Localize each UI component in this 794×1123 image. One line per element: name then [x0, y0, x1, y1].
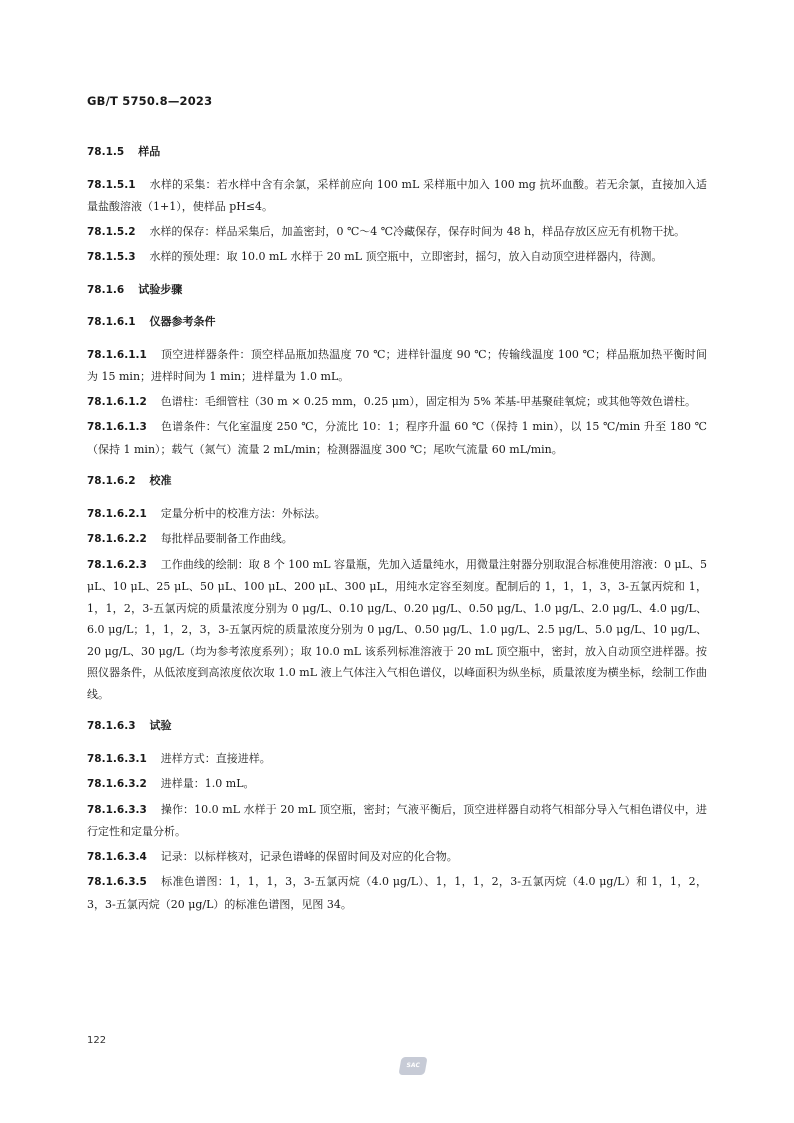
clause-number: 78.1.5.2: [87, 225, 136, 238]
clause-number: 78.1.6: [87, 283, 125, 296]
clause-text: 记录：以标样核对，记录色谱峰的保留时间及对应的化合物。: [160, 849, 458, 863]
clause-text: 水样的采集：若水样中含有余氯，采样前应向 100 mL 采样瓶中加入 100 mg 抗坏血酸。若无余氯，直接加入适量盐酸溶液（1+1），使样品 pH≤4。: [87, 177, 707, 213]
clause-text: 色谱柱：毛细管柱（30 m × 0.25 mm，0.25 μm），固定相为 5% 苯基-甲基聚硅氧烷；或其他等效色谱柱。: [160, 394, 697, 408]
clause-number: 78.1.6.3.3: [87, 803, 147, 816]
clause-text: 进样方式：直接进样。: [160, 751, 271, 765]
heading-text: 试验: [149, 719, 172, 732]
clause-paragraph: [87, 846, 707, 869]
clause-paragraph: [87, 416, 707, 460]
clause-text: 水样的保存：样品采集后，加盖密封，0 ℃～4 ℃冷藏保存，保存时间为 48 h，样品存放区应无有机物干扰。: [149, 224, 686, 238]
clause-number: 78.1.5.1: [87, 178, 136, 191]
clause-text: 每批样品要制备工作曲线。: [160, 532, 293, 545]
clause-number: 78.1.6.3.4: [87, 850, 147, 863]
clause-paragraph: [87, 773, 707, 796]
clause-number: 78.1.6.2.1: [87, 507, 147, 520]
clause-text: 水样的预处理：取 10.0 mL 水样于 20 mL 顶空瓶中，立即密封，摇匀，放入自动顶空进样器内，待测。: [149, 250, 663, 263]
clause-paragraph: [87, 391, 707, 414]
clause-text: 定量分析中的校准方法：外标法。: [160, 506, 326, 520]
clause-number: 78.1.6.3: [87, 720, 136, 732]
heading-text: 校准: [149, 474, 172, 487]
clause-text: 操作：10.0 mL 水样于 20 mL 顶空瓶，密封；气液平衡后，顶空进样器自动将气相部分导入气相色谱仪中，进行定性和定量分析。: [87, 802, 707, 838]
clause-number: 78.1.6.1.1: [87, 348, 147, 361]
document-header: GB/T 5750.8—2023: [87, 94, 213, 108]
clause-number: 78.1.6.1.2: [87, 395, 147, 408]
section-heading: [87, 141, 707, 164]
clause-number: 78.1.6.3.5: [87, 876, 147, 888]
page-number: 122: [87, 1035, 107, 1046]
clause-number: 78.1.6.2: [87, 475, 136, 487]
section-heading: [87, 470, 707, 493]
heading-text: 试验步骤: [138, 282, 183, 296]
clause-paragraph: [87, 799, 707, 843]
clause-number: 78.1.6.2.3: [87, 558, 147, 571]
clause-number: 78.1.5: [87, 146, 125, 158]
section-heading: [87, 279, 707, 302]
heading-text: 仪器参考条件: [149, 315, 216, 328]
clause-paragraph: [87, 528, 707, 551]
heading-text: 样品: [138, 145, 161, 158]
clause-number: 78.1.6.1.3: [87, 421, 147, 433]
clause-paragraph: [87, 344, 707, 388]
clause-text: 标准色谱图：1，1，1，3，3-五氯丙烷（4.0 μg/L）、1，1，1，2，3-五氯丙烷（4.0 μg/L）和 1，1，2，3，3-五氯丙烷（20 μg/L）的标准色谱图，见图 34。: [87, 875, 707, 911]
clause-number: 78.1.6.3.2: [87, 778, 147, 790]
clause-text: 顶空进样器条件：顶空样品瓶加热温度 70 ℃；进样针温度 90 ℃；传输线温度 100 ℃；样品瓶加热平衡时间为 15 min；进样时间为 1 min；进样量为 1.0 mL。: [87, 347, 707, 383]
section-heading: [87, 715, 707, 738]
clause-paragraph: [87, 748, 707, 771]
clause-text: 色谱条件：气化室温度 250 ℃，分流比 10：1；程序升温 60 ℃（保持 1 min），以 15 ℃/min 升至 180 ℃（保持 1 min）；载气（氮气）流量 2 mL/min；检测器温度 300 ℃；尾吹气流量 60 mL/min。: [87, 420, 707, 456]
clause-number: 78.1.5.3: [87, 251, 136, 263]
document-body: [87, 141, 707, 918]
clause-text: 进样量：1.0 mL。: [160, 777, 255, 790]
clause-paragraph: [87, 554, 707, 706]
clause-paragraph: [87, 246, 707, 269]
section-heading: [87, 311, 707, 334]
clause-paragraph: [87, 871, 707, 915]
clause-paragraph: [87, 174, 707, 218]
clause-paragraph: [87, 503, 707, 526]
clause-number: 78.1.6.1: [87, 316, 136, 328]
clause-paragraph: [87, 221, 707, 244]
clause-number: 78.1.6.2.2: [87, 533, 147, 545]
clause-number: 78.1.6.3.1: [87, 752, 147, 765]
sac-logo: SAC: [398, 1057, 427, 1075]
clause-text: 工作曲线的绘制：取 8 个 100 mL 容量瓶，先加入适量纯水，用微量注射器分别取混合标准使用溶液：0 μL、5 μL、10 μL、25 μL、50 μL、100 μL、200 μL、300 μL，用纯水定容至刻度。配制后的 1，1，1，3，3-五氯丙烷和 1，1，1，2，3-五氯丙烷的质量浓度分别为 0 μg/L、0.10 μg/L、0.20 μg/L、0.50 μg/L、1.0 μg/L、2.0 μg/L、4.0 μg/L、6.0 μg/L；1，1，2，3，3-五氯丙烷的质量浓度分别为 0 μg/L、0.50 μg/L、1.0 μg/L、2.5 μg/L、5.0 μg/L、10 μg/L、20 μg/L、30 μg/L（均为参考浓度系列）；取 10.0 mL 该系列标准溶液于 20 mL 顶空瓶中，密封，放入自动顶空进样器。按照仪器条件，从低浓度到高浓度依次取 1.0 mL 液上气体注入气相色谱仪，以峰面积为纵坐标，质量浓度为横坐标，绘制工作曲线。: [87, 557, 707, 701]
